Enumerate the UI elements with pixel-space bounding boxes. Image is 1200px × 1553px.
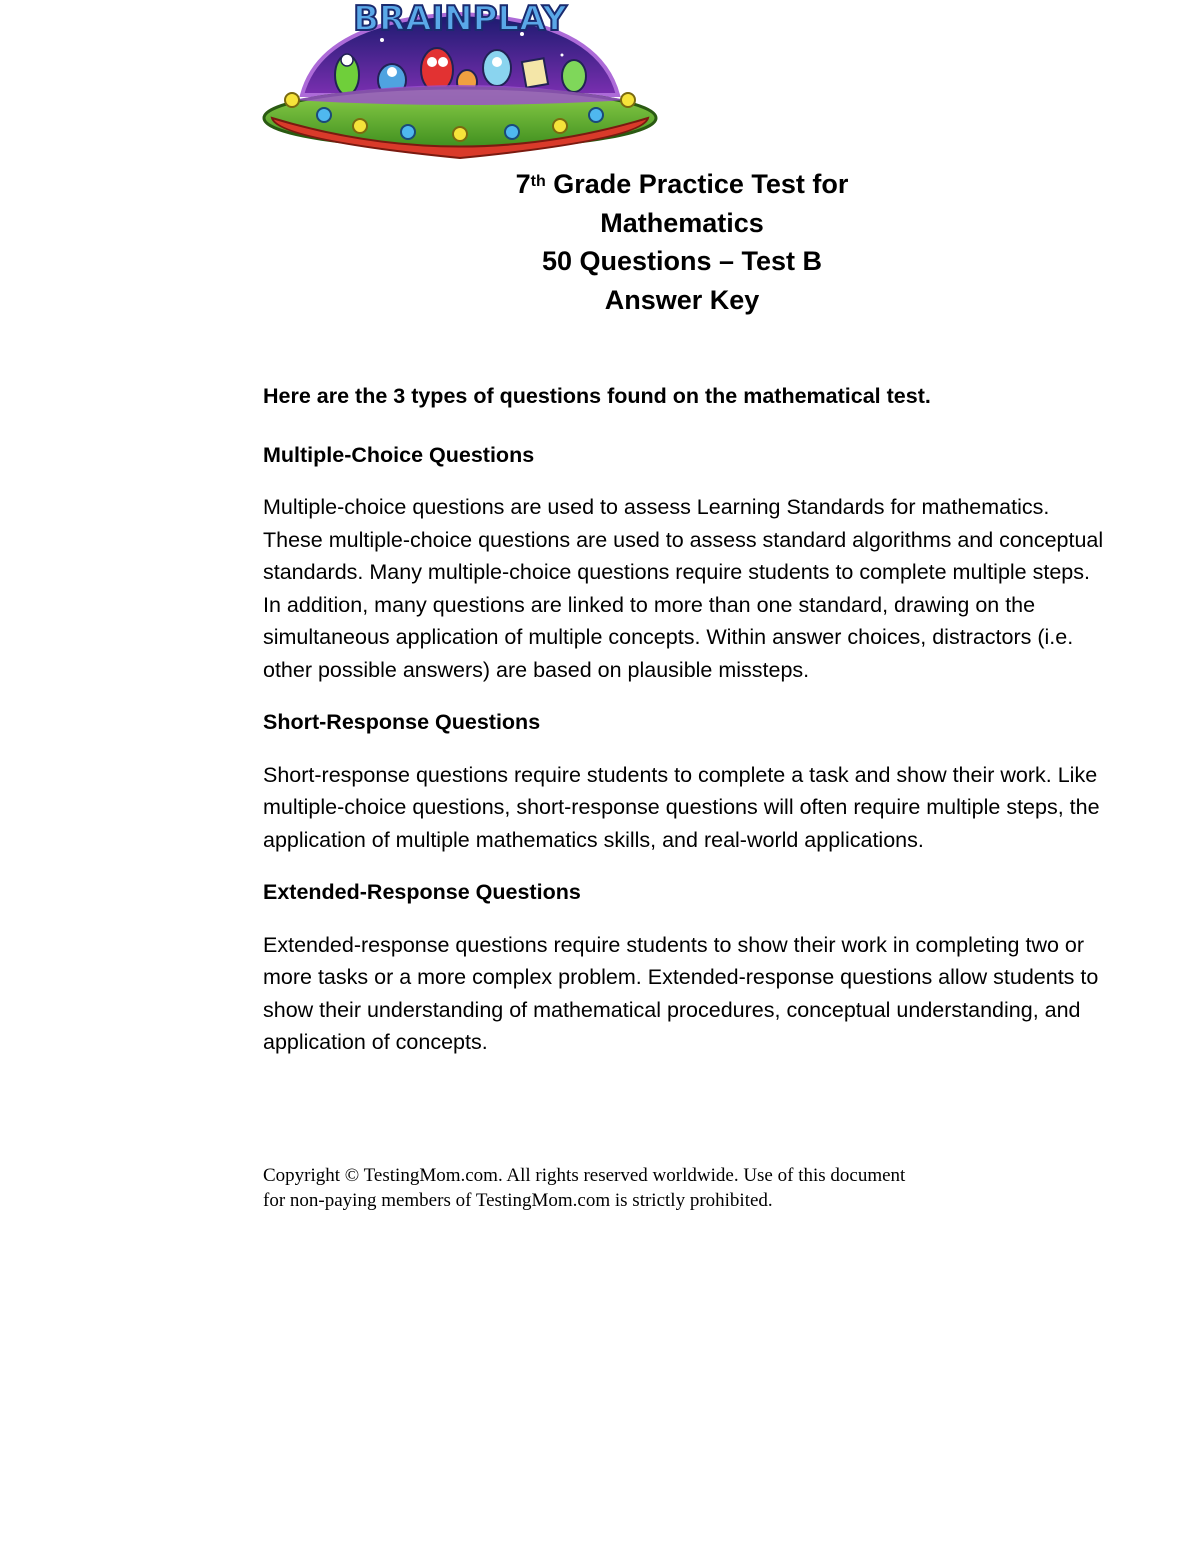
section-extended-response [263,876,1113,1059]
brainplay-logo [262,0,658,160]
section-body: Multiple-choice questions are used to assess Learning Standards for mathematics. These multiple-choice questions are used to assess standard algorithms and conceptual standards. Many multiple-choice questions require students to complete multiple steps. In addition, many questions are linked to more than one standard, drawing on the simultaneous application of multiple concepts. Within answer choices, distractors (i.e. other possible answers) are based on plausible missteps. [263,495,1104,682]
document-body [263,380,1113,1079]
copyright-notice [263,1163,1023,1213]
title-line-1-rest: Grade Practice Test for [545,169,849,199]
section-heading: Short-Response Questions [263,710,541,734]
grade-number: 7 [515,169,531,199]
document-title [340,165,1024,319]
copyright-line-1: Copyright © TestingMom.com. All rights reserved worldwide. Use of this document [263,1165,906,1186]
svg-text:BRAINPLAY: BRAINPLAY [353,0,567,39]
section-body: Extended-response questions require students to show their work in completing two or more tasks or a more complex problem. Extended-response questions allow students to show their understanding of mathematical procedures, conceptual understanding, and application of concepts. [263,932,1099,1054]
copyright-line-2: for non-paying members of TestingMom.com is strictly prohibited. [263,1190,773,1211]
section-heading: Extended-Response Questions [263,880,581,904]
section-short-response [263,706,1113,856]
title-line-2: Mathematics [600,207,764,238]
grade-suffix: th [530,173,546,190]
title-line-4: Answer Key [604,284,760,315]
section-heading: Multiple-Choice Questions [263,442,535,467]
title-line-3: 50 Questions – Test B [541,246,823,276]
section-multiple-choice [263,439,1113,687]
intro-text: Here are the 3 types of questions found on the mathematical test. [263,384,931,408]
title-line-1 [340,165,1024,204]
section-body: Short-response questions require students to complete a task and show their work. Like multiple-choice questions, short-response questions will often require multiple steps, the application of multiple mathematics skills, and real-world applications. [263,762,1100,852]
